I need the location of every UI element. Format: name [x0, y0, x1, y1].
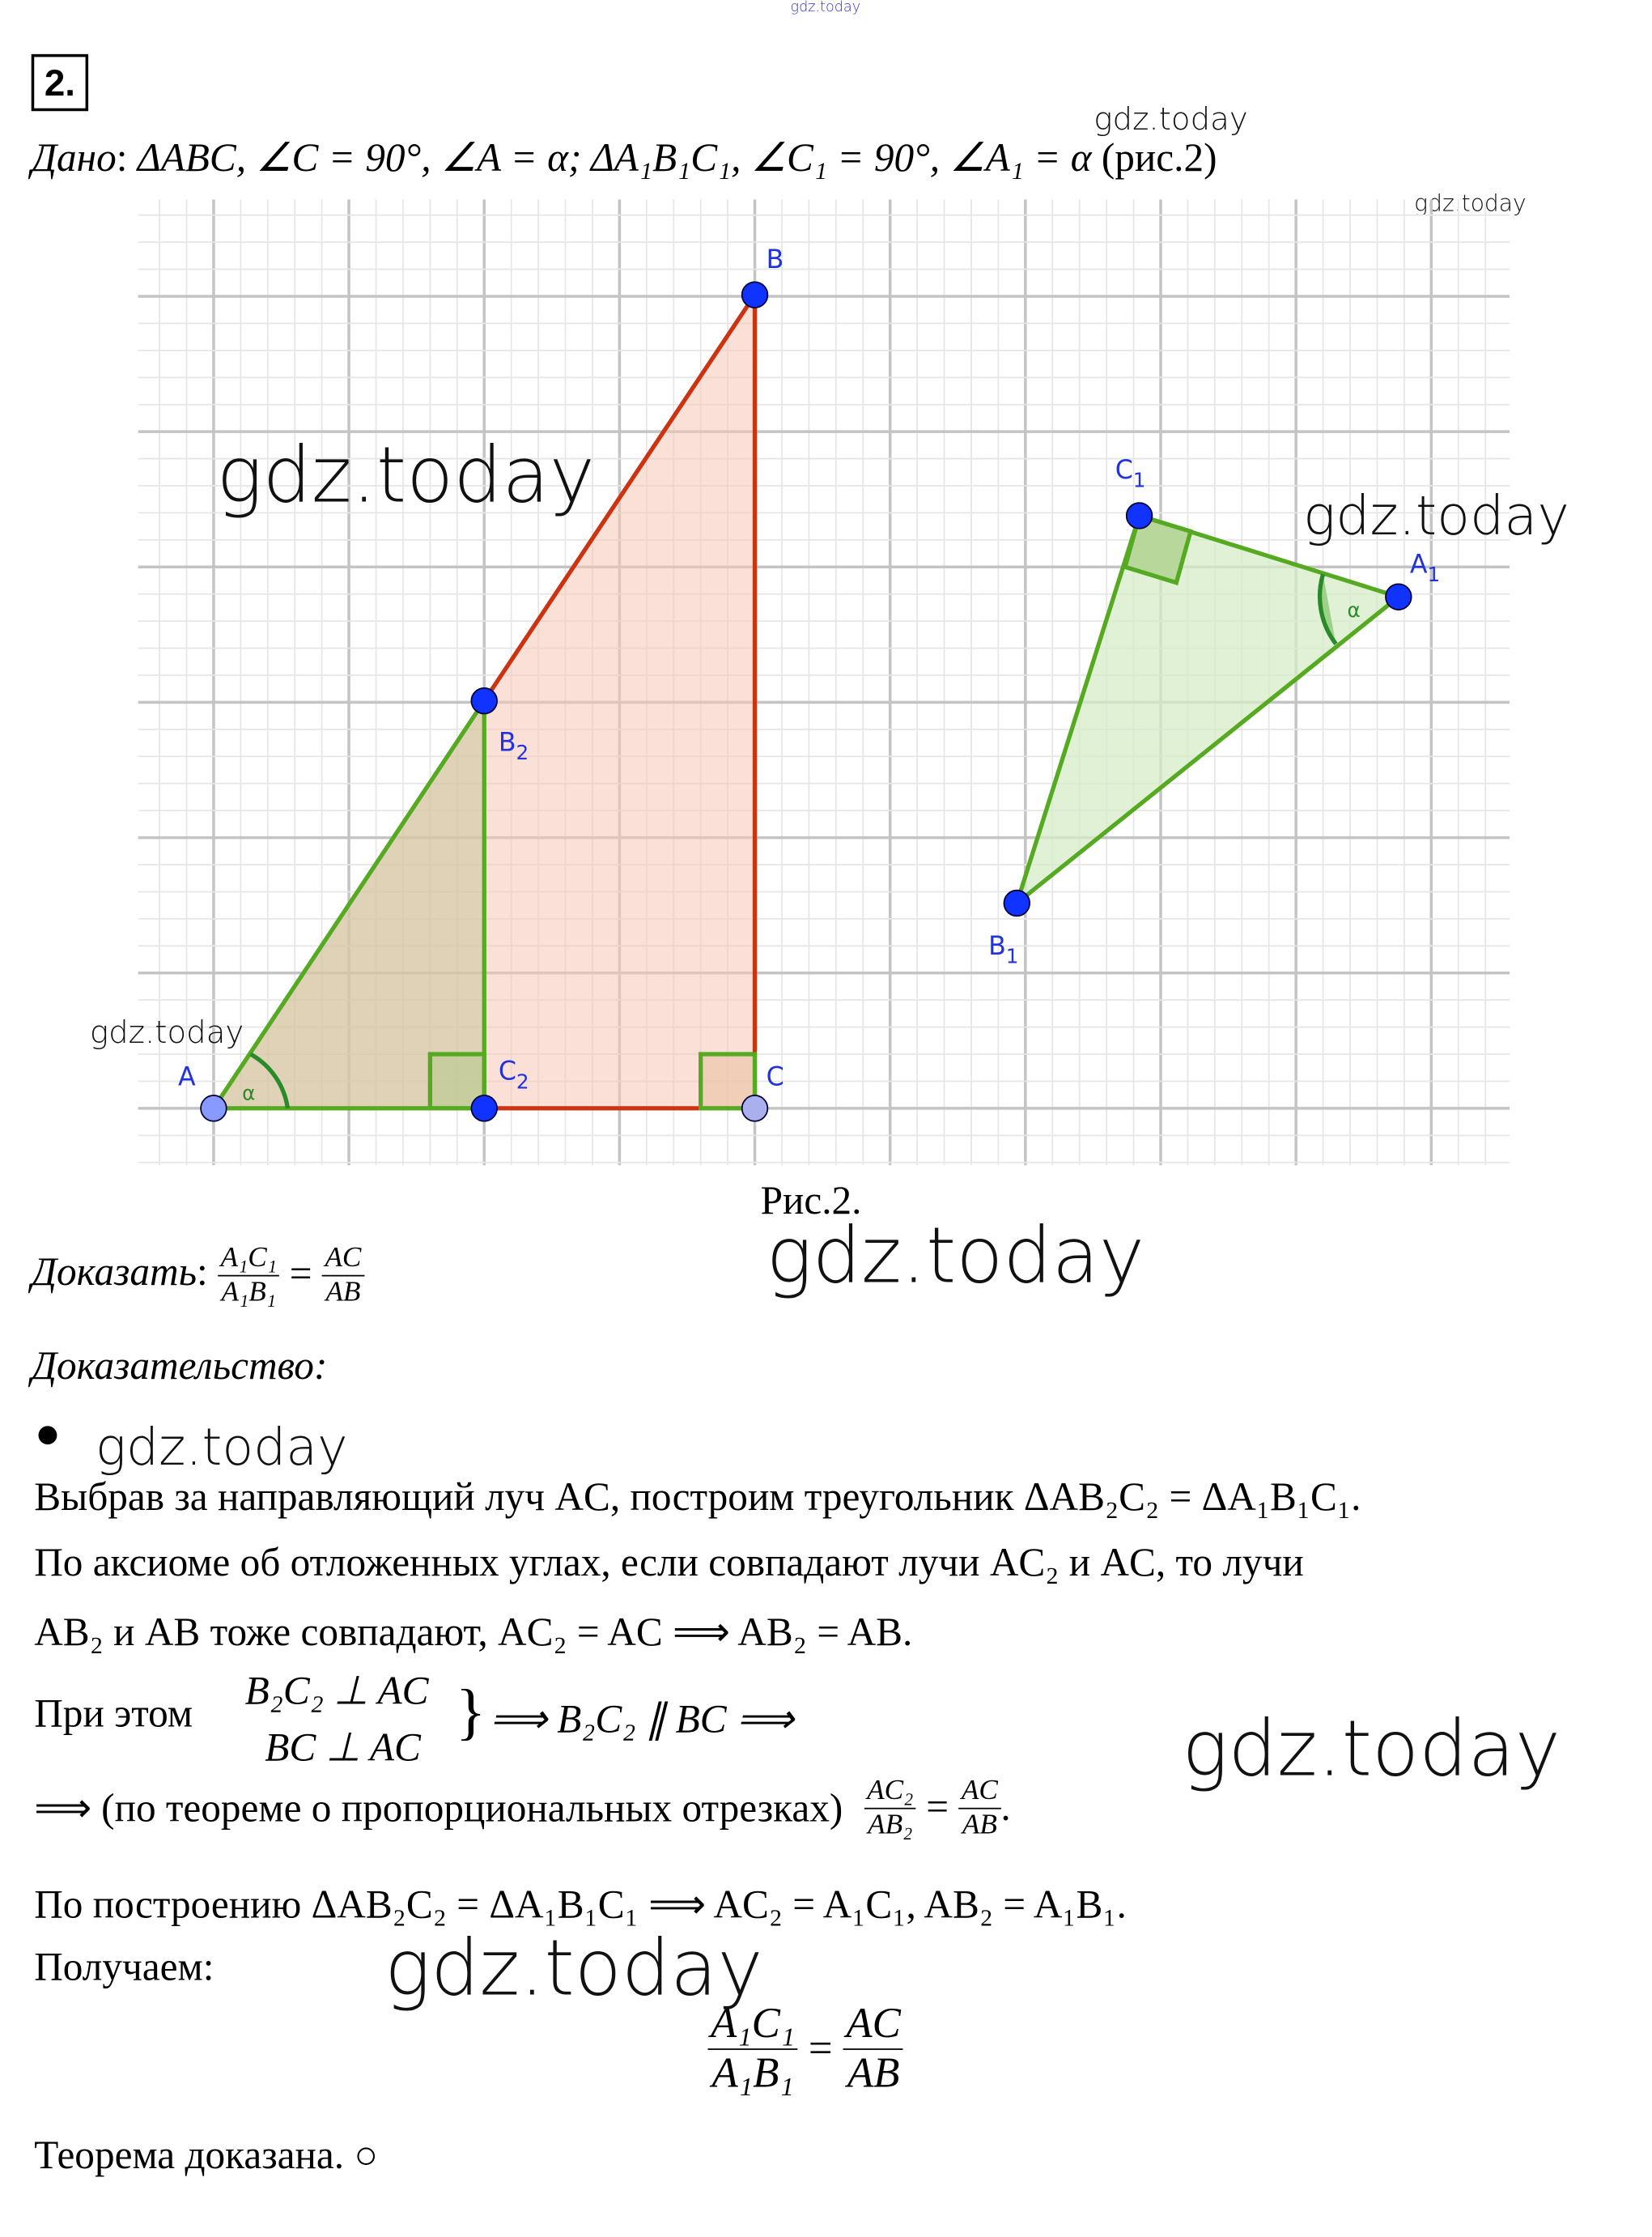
label-c1: $C_1$	[1115, 456, 1146, 492]
proof-line-6: По построению ΔAB₂C₂ = ΔA₁B₁C₁ ⟹ AC₂ = A₁C₁, AB₂ = A₁B₁.	[34, 1883, 1127, 1928]
prove-rhs-den: AB	[325, 1276, 361, 1308]
point-b2[interactable]	[471, 688, 497, 714]
brace: }	[456, 1676, 486, 1747]
watermark-top: gdz.today	[790, 0, 861, 16]
angle-label-a: α	[242, 1081, 256, 1105]
fraction-numerator: AC	[843, 2000, 904, 2050]
given-text: ΔABC, ∠C = 90°, ∠A = α; ΔA₁B₁C₁, ∠C₁ = 90°, ∠A₁ = α	[137, 136, 1092, 181]
fraction-denominator: AB	[847, 2049, 900, 2097]
watermark: gdz.today	[766, 1210, 1145, 1301]
task-number: 2.	[32, 54, 88, 111]
prove-rhs-num: AC	[322, 1242, 364, 1276]
prove-lhs-num: A₁C₁	[218, 1242, 279, 1276]
bullet-icon	[39, 1426, 57, 1444]
fraction-denominator: AB	[962, 1809, 997, 1841]
point-a[interactable]	[201, 1095, 227, 1121]
fraction-numerator: A₁C₁	[707, 2000, 797, 2050]
point-c2[interactable]	[471, 1095, 497, 1121]
fraction-numerator: AC₂	[864, 1775, 916, 1809]
conclusion: Теорема доказана. ○	[34, 2133, 379, 2179]
prove-label: Доказать	[31, 1250, 197, 1295]
label-c2: $C_2$	[498, 1057, 529, 1094]
label-c: C	[766, 1062, 784, 1092]
proof-line-3: AB₂ и AB тоже совпадают, AC₂ = AC ⟹ AB₂ = AB.	[34, 1610, 913, 1656]
proof-line-2: По аксиоме об отложенных углах, если совпадают лучи AC₂ и AC, то лучи	[34, 1541, 1304, 1586]
prove-line: Доказать: $\frac{\text{A₁C₁}}{\text{A₁B₁}}$ = $\frac{AC}{AB}$	[32, 1242, 364, 1309]
proof-line-4-prefix: При этом	[34, 1692, 193, 1737]
given-line: Дано: ΔABC, ∠C = 90°, ∠A = α; ΔA₁B₁C₁, ∠C₁ = 90°, ∠A₁ = α (рис.2)	[31, 136, 1217, 181]
angle-label-a1: α	[1347, 598, 1361, 622]
proof-line-5-text: ⟹ (по теореме о пропорциональных отрезках)	[34, 1787, 843, 1831]
fraction-denominator: AB₂	[868, 1809, 913, 1841]
system-line-2: BC ⊥ AC	[265, 1726, 421, 1771]
proof-line-4-suffix: ⟹ B₂C₂ ∥ BC ⟹	[490, 1698, 794, 1742]
fraction-denominator: A₁B₁	[711, 2049, 794, 2097]
watermark: gdz.today	[1302, 484, 1569, 547]
point-b1[interactable]	[1004, 891, 1030, 916]
label-a: A	[177, 1062, 196, 1092]
watermark: gdz.today	[89, 1015, 244, 1052]
proof-label-line: Доказательство:	[31, 1344, 328, 1389]
watermark: gdz.today	[1094, 102, 1248, 138]
label-b2: $B_2$	[498, 728, 529, 764]
point-b[interactable]	[742, 282, 768, 308]
proof-line-1: Выбрав за направляющий луч AC, построим треугольник ΔAB₂C₂ = ΔA₁B₁C₁.	[34, 1475, 1361, 1520]
label-b: B	[766, 245, 784, 274]
label-b1: $B_1$	[988, 931, 1019, 968]
given-label: Дано	[31, 136, 117, 181]
proof-line-5: ⟹ (по теореме о пропорциональных отрезках) $\frac{\text{AC₂}}{\text{AB₂}}$ = $\frac{AC}{AB}$ .	[34, 1775, 1011, 1841]
figure-caption: Рис.2.	[760, 1179, 862, 1224]
final-equation: $\frac{\text{A₁C₁}}{\text{A₁B₁}}$ = $\frac{AC}{AB}$	[707, 2000, 903, 2098]
given-ref: (рис.2)	[1101, 136, 1217, 181]
watermark: gdz.today	[95, 1418, 348, 1478]
watermark: gdz.today	[1414, 189, 1527, 217]
watermark: gdz.today	[1182, 1703, 1561, 1794]
point-c[interactable]	[742, 1095, 768, 1121]
proof-line-7: Получаем:	[34, 1946, 214, 1991]
proof-label: Доказательство	[31, 1344, 314, 1389]
fraction-numerator: AC	[958, 1775, 1000, 1809]
point-a1[interactable]	[1386, 584, 1412, 610]
point-c1[interactable]	[1127, 503, 1153, 529]
prove-lhs-den: A₁B₁	[221, 1276, 276, 1308]
system-line-1: B₂C₂ ⊥ AC	[244, 1669, 429, 1714]
watermark: gdz.today	[216, 430, 596, 521]
watermark: gdz.today	[384, 1923, 763, 2014]
triangle-a1b1c1	[1017, 516, 1399, 904]
label-a1: $A_1$	[1409, 550, 1441, 586]
